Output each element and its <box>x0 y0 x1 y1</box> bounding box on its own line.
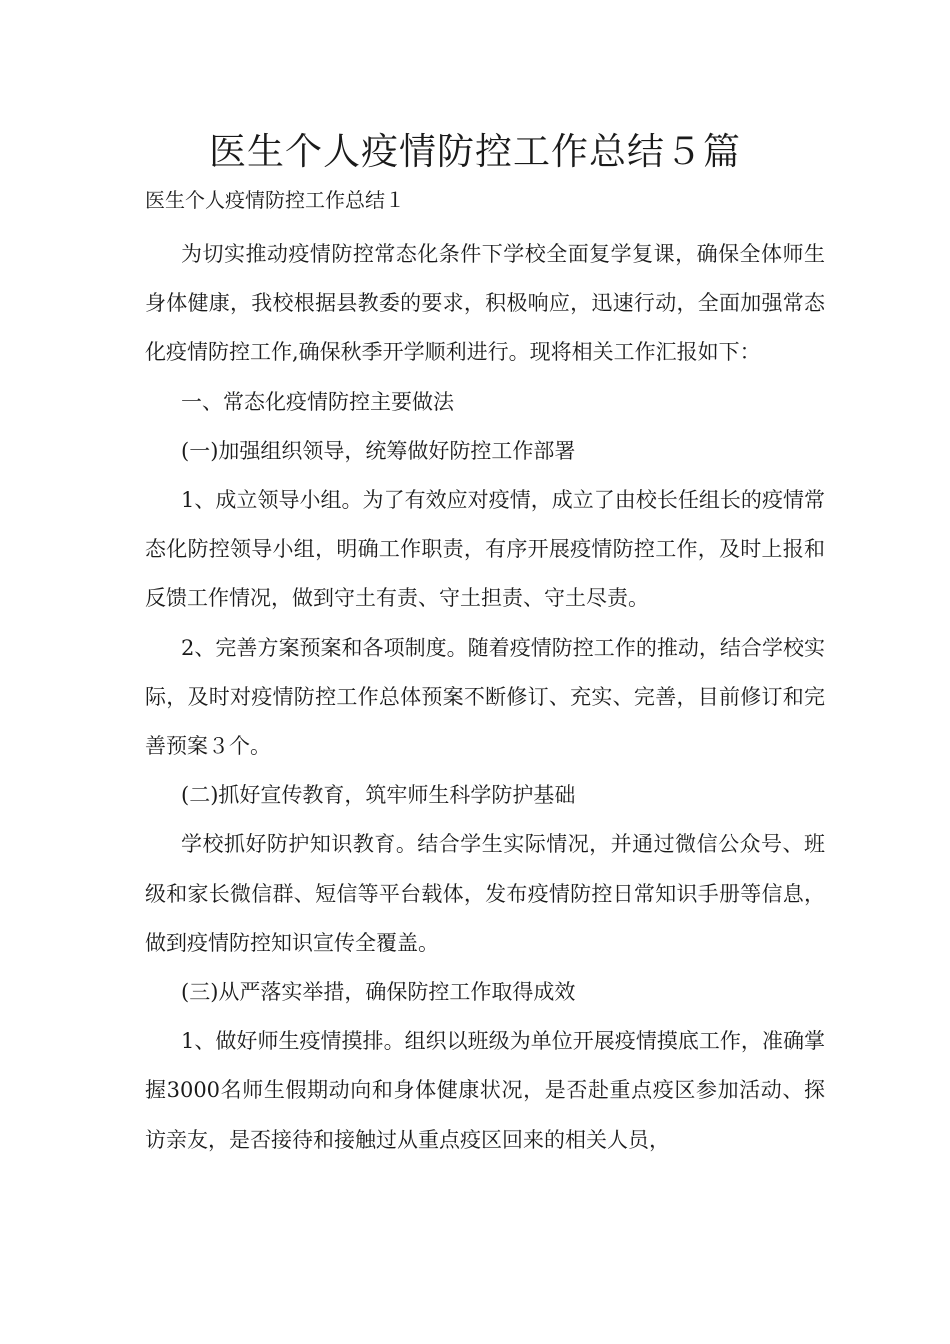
heading-organization: (一)加强组织领导，统筹做好防控工作部署 <box>181 438 576 463</box>
heading-measures: (三)从严落实举措，确保防控工作取得成效 <box>181 980 576 1005</box>
heading-publicity: (二)抓好宣传教育，筑牢师生科学防护基础 <box>181 783 576 808</box>
heading-main-practices: 一、常态化疫情防控主要做法 <box>181 389 454 414</box>
paragraph-education: 学校抓好防护知识教育。结合学生实际情况，并通过微信公众号、班级和家长微信群、短信等平台载体，发布疫情防控日常知识手册等信息，做到疫情防控知识宣传全覆盖。 <box>145 832 825 955</box>
document-title: 医生个人疫情防控工作总结５篇 <box>209 130 741 173</box>
paragraph-plans: 2、完善方案预案和各项制度。随着疫情防控工作的推动，结合学校实际，及时对疫情防控工作总体预案不断修订、充实、完善，目前修订和完善预案３个。 <box>145 635 825 759</box>
paragraph-intro: 为切实推动疫情防控常态化条件下学校全面复学复课，确保全体师生身体健康，我校根据县教委的要求，积极响应，迅速行动，全面加强常态化疫情防控工作,确保秋季开学顺利进行。现将相关工作汇报如下： <box>145 242 825 365</box>
paragraph-screening: 1、做好师生疫情摸排。组织以班级为单位开展疫情摸底工作，准确掌握3000名师生假期动向和身体健康状况，是否赴重点疫区参加活动、探访亲友，是否接待和接触过从重点疫区回来的相关人员， <box>145 1029 825 1152</box>
document-body <box>145 230 825 1165</box>
paragraph-leadership-group: 1、成立领导小组。为了有效应对疫情，成立了由校长任组长的疫情常态化防控领导小组，明确工作职责，有序开展疫情防控工作，及时上报和反馈工作情况，做到守土有责、守土担责、守土尽责。 <box>145 488 825 611</box>
section-heading: 医生个人疫情防控工作总结１ <box>145 188 405 212</box>
